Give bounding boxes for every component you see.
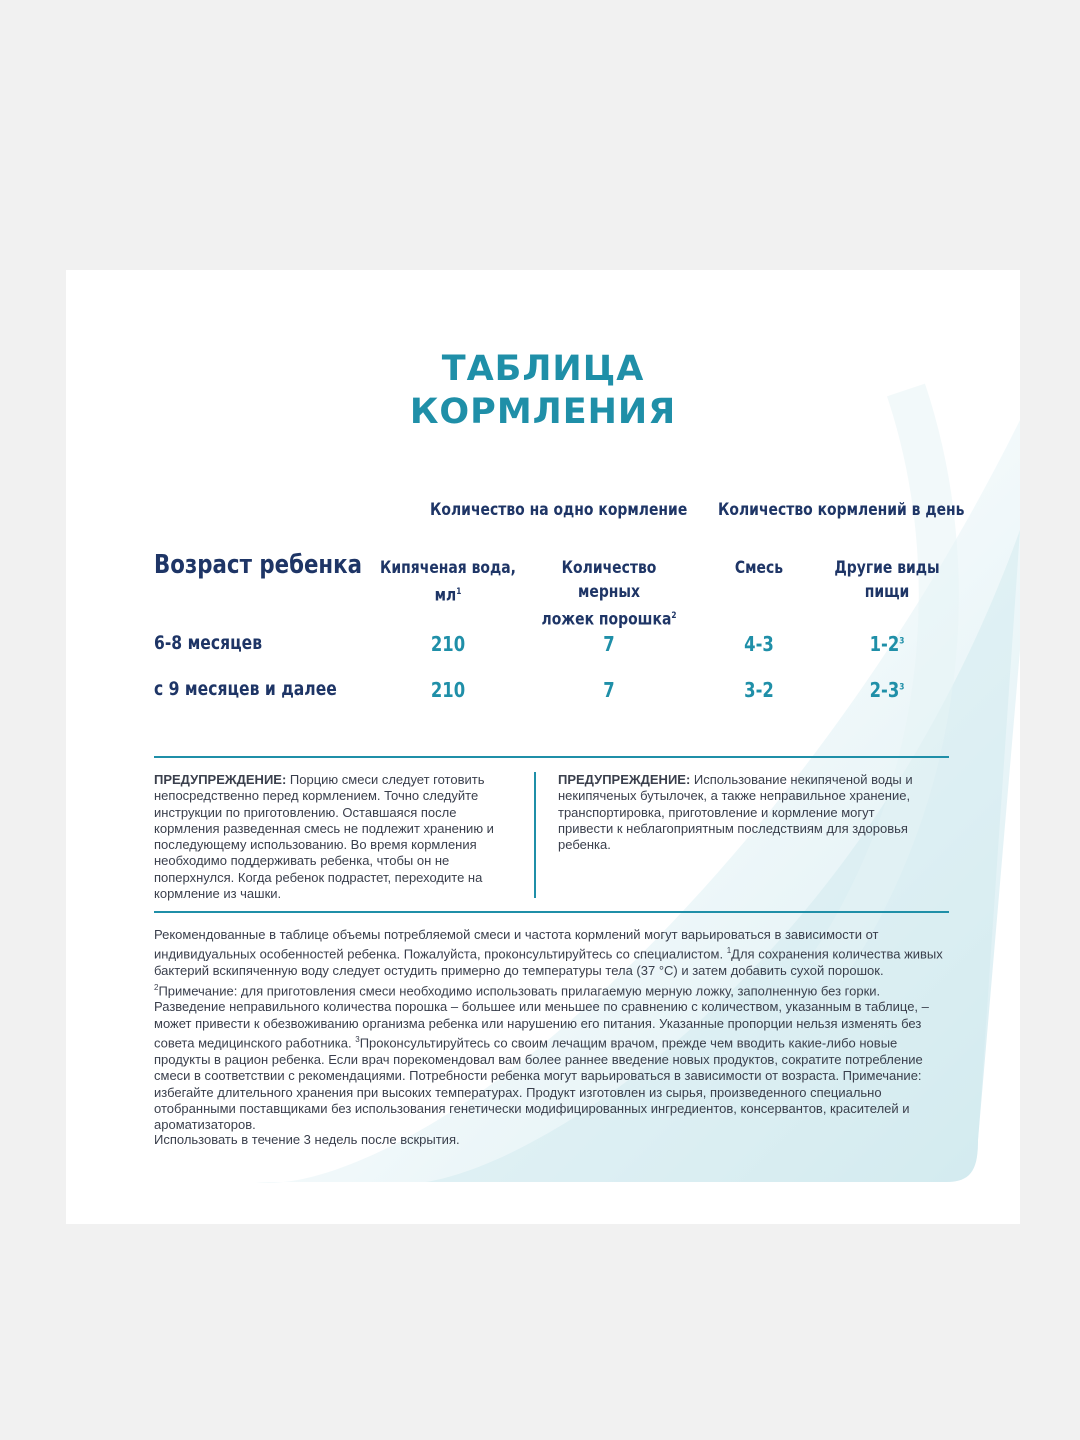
- row-1-formula: 4-3: [744, 632, 774, 656]
- row-2-formula: 3-2: [744, 678, 774, 702]
- other-header-line1: Другие виды: [834, 558, 940, 578]
- warning-left-label: ПРЕДУПРЕЖДЕНИЕ:: [154, 772, 287, 787]
- divider-vertical: [534, 772, 536, 898]
- note-part-3: Примечание: для приготовления смеси необходимо использовать прилагаемую мерную ложку, заполненную без горки. Разведение неправильного количества порошка – большее или меньшее по сравнению с количеством, указанным в таблице, – может привести к обезвоживанию организма ребенка или нарушению его питания. Указанные пропорции нельзя изменять без совета медицинского работника.: [154, 982, 929, 1051]
- divider-bottom: [154, 911, 949, 913]
- note-sup-1: 1: [726, 946, 732, 956]
- spoons-column-header: [535, 556, 683, 632]
- warning-right-label: ПРЕДУПРЕЖДЕНИЕ:: [558, 772, 691, 787]
- row-1-other-value: 1-2: [869, 632, 900, 656]
- usage-period: Использовать в течение 3 недель после вскрытия.: [154, 1132, 460, 1147]
- group-header-per-feeding: Количество на одно кормление: [430, 500, 688, 520]
- note-part-2: Для сохранения количества живых бактерий вскипяченную воду следует остудить примерно до температуры тела (37 °C) и затем добавить сухой порошок.: [154, 946, 943, 979]
- row-2-water: 210: [430, 678, 466, 702]
- feeding-table-card: [66, 270, 1020, 1224]
- divider-top: [154, 756, 949, 758]
- row-2-other-value: 2-3: [869, 678, 900, 702]
- row-2-spoons: 7: [603, 678, 615, 702]
- row-2-other: [846, 678, 928, 702]
- group-header-per-day: Количество кормлений в день: [718, 500, 965, 520]
- note-sup-2: 2: [154, 982, 159, 992]
- age-column-header: Возраст ребенка: [154, 550, 363, 580]
- note-part-1: Рекомендованные в таблице объемы потребляемой смеси и частота кормлений могут варьироваться в зависимости от индивидуальных особенностей ребенка. Пожалуйста, проконсультируйтесь со специалистом.: [154, 927, 879, 962]
- water-column-header: [374, 556, 522, 608]
- warning-right: [558, 772, 930, 853]
- row-1-other: [846, 632, 928, 656]
- row-2-other-footnote: 3: [899, 682, 905, 693]
- title-line-1: ТАБЛИЦА: [441, 349, 645, 389]
- water-header-line1: Кипяченая вода,: [380, 558, 516, 578]
- row-2-age: с 9 месяцев и далее: [154, 678, 337, 700]
- note-sup-3: 3: [355, 1035, 360, 1045]
- water-header-unit: мл: [434, 585, 457, 606]
- other-food-column-header: [813, 556, 961, 604]
- spoons-header-line1: Количество мерных: [561, 558, 657, 602]
- title-line-2: КОРМЛЕНИЯ: [409, 392, 677, 432]
- note-part-4: Проконсультируйтесь со своим лечащим врачом, прежде чем вводить какие-либо новые продукты в рацион ребенка. Если врач порекомендовал вам более раннее введение новых продуктов, сократите потребление смеси в соответствии с рекомендациями. Потребности ребенка могут варьироваться в зависимости от возраста. Примечание: избегайте длительного хранения при высоких температурах. Продукт изготовлен из сырья, произведенного специально отобранными поставщиками без использования генетически модифицированных ингредиентов, консервантов, красителей и ароматизаторов.: [154, 1035, 923, 1133]
- other-header-line2: пищи: [864, 582, 910, 602]
- footnote-text: [154, 927, 954, 1134]
- row-1-age: 6-8 месяцев: [154, 632, 263, 654]
- row-1-spoons: 7: [603, 632, 615, 656]
- warning-right-text: Использование некипяченой воды и некипяченых бутылочек, а также неправильное хранение, транспортировка, приготовление и кормление могут привести к неблагоприятным последствиям для здоровья ребенка.: [558, 772, 913, 853]
- warning-left: [154, 772, 506, 902]
- spoons-header-line2: ложек порошка: [541, 609, 672, 630]
- warning-left-text: Порцию смеси следует готовить непосредственно перед кормлением. Точно следуйте инструкции по приготовлению. Оставшаяся после кормления разведенная смесь не подлежит хранению и последующему использованию. Во время кормления необходимо поддерживать ребенка, чтобы он не поперхнулся. Когда ребенок подрастет, переходите на кормление из чашки.: [154, 772, 494, 902]
- formula-column-header: Смесь: [734, 558, 784, 578]
- water-header-footnote: 1: [456, 587, 462, 597]
- spoons-header-footnote: 2: [671, 611, 677, 621]
- row-1-other-footnote: 3: [899, 636, 905, 647]
- row-1-water: 210: [430, 632, 466, 656]
